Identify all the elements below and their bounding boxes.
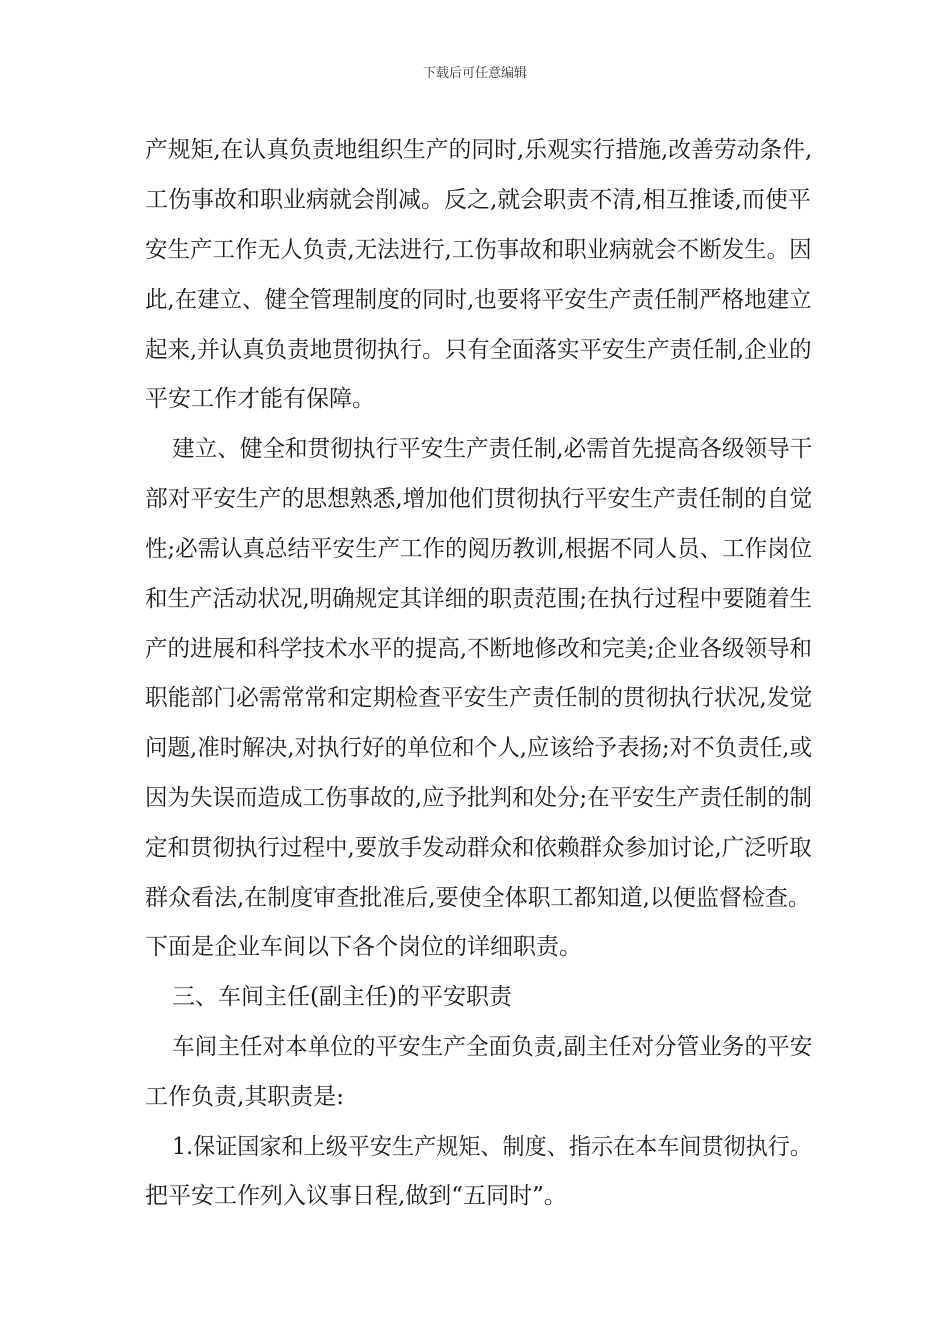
text-line: 性;必需认真总结平安生产工作的阅历教训,根据不同人员、工作岗位 bbox=[145, 536, 813, 562]
section-heading: 三、车间主任(副主任)的平安职责 bbox=[172, 984, 512, 1010]
text-line: 产的进展和科学技术水平的提高,不断地修改和完美;企业各级领导和 bbox=[145, 636, 813, 662]
text-line: 起来,并认真负责地贯彻执行。只有全面落实平安生产责任制,企业的 bbox=[145, 337, 812, 363]
text-line: 产规矩,在认真负责地组织生产的同时,乐观实行措施,改善劳动条件, bbox=[145, 137, 813, 163]
text-line: 和生产活动状况,明确规定其详细的职责范围;在执行过程中要随着生 bbox=[145, 586, 813, 612]
text-line: 此,在建立、健全管理制度的同时,也要将平安生产责任制严格地建立 bbox=[145, 287, 812, 313]
list-item: 1.保证国家和上级平安生产规矩、制度、指示在本车间贯彻执行。 bbox=[172, 1134, 812, 1160]
text-line: 工伤事故和职业病就会削减。反之,就会职责不清,相互推诿,而使平 bbox=[145, 187, 811, 213]
text-line: 建立、健全和贯彻执行平安生产责任制,必需首先提高各级领导干 bbox=[172, 436, 813, 462]
text-line: 定和贯彻执行过程中,要放手发动群众和依赖群众参加讨论,广泛听取 bbox=[145, 835, 812, 861]
text-line: 因为失误而造成工伤事故的,应予批判和处分;在平安生产责任制的制 bbox=[145, 785, 813, 811]
page-header: 下载后可任意编辑 bbox=[422, 66, 527, 81]
text-line: 工作负责,其职责是: bbox=[145, 1084, 345, 1110]
text-line: 职能部门必需常常和定期检查平安生产责任制的贯彻执行状况,发觉 bbox=[145, 685, 813, 711]
text-line: 平安工作才能有保障。 bbox=[145, 386, 375, 412]
text-line: 部对平安生产的思想熟悉,增加他们贯彻执行平安生产责任制的自觉 bbox=[145, 486, 813, 512]
text-line: 下面是企业车间以下各个岗位的详细职责。 bbox=[145, 934, 582, 960]
text-line: 车间主任对本单位的平安生产全面负责,副主任对分管业务的平安 bbox=[172, 1034, 813, 1060]
text-line: 把平安工作列入议事日程,做到“五同时”。 bbox=[145, 1183, 567, 1209]
text-line: 问题,准时解决,对执行好的单位和个人,应该给予表扬;对不负责任,或 bbox=[145, 735, 812, 761]
text-line: 群众看法,在制度审查批准后,要使全体职工都知道,以便监督检查。 bbox=[145, 885, 811, 911]
text-line: 安生产工作无人负责,无法进行,工伤事故和职业病就会不断发生。因 bbox=[145, 237, 812, 263]
